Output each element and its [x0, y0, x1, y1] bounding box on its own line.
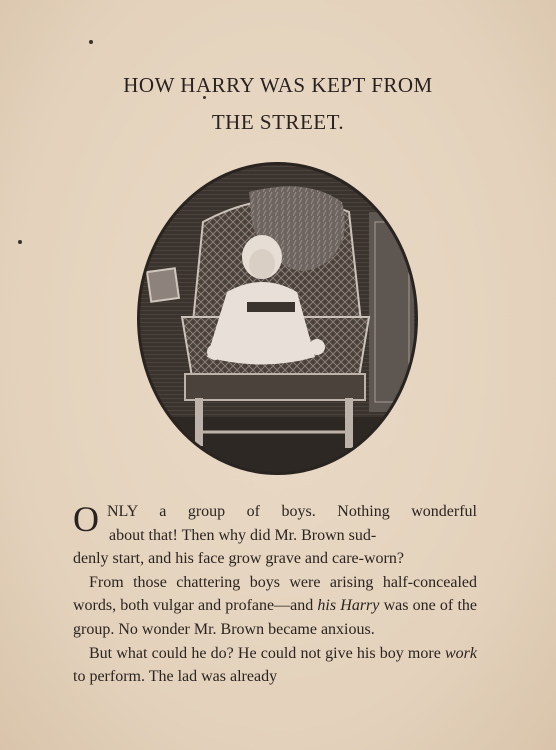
- paragraph-1-rest: denly start, and his face grow grave and care-worn?: [73, 550, 404, 568]
- paragraph-2-text-a: From those chattering boys were arising half-concealed words, both vulgar and profane—and: [73, 573, 477, 615]
- paragraph-2: [73, 571, 477, 642]
- paragraph-3-text-b: to perform. The lad was already: [73, 668, 278, 686]
- page-speck: [89, 40, 93, 44]
- paragraph-2-text-b: was one of the group. No wonder Mr. Brown became anxious.: [73, 597, 477, 638]
- paragraph-2-italic: his Harry: [317, 597, 380, 615]
- paragraph-1-line-1: NLY a group of boys. Nothing wonderful: [107, 503, 477, 520]
- chapter-title-line-2: THE STREET.: [211, 110, 345, 134]
- paragraph-3-text-a: But what could he do? He could not give his boy more: [89, 644, 445, 662]
- page-speck: [18, 240, 22, 244]
- engraving-image: [137, 162, 418, 475]
- illustration-oval: [137, 162, 418, 475]
- paragraph-1-line-2: about that! Then why did Mr. Brown sud-: [109, 526, 377, 544]
- paragraph-3-italic: work: [445, 644, 477, 662]
- chapter-title-line-1: HOW HARRY WAS KEPT FROM: [123, 73, 433, 97]
- body-text: [73, 500, 477, 689]
- paragraph-1: [73, 500, 477, 571]
- paragraph-3: [73, 642, 477, 689]
- drop-cap: O: [73, 499, 99, 539]
